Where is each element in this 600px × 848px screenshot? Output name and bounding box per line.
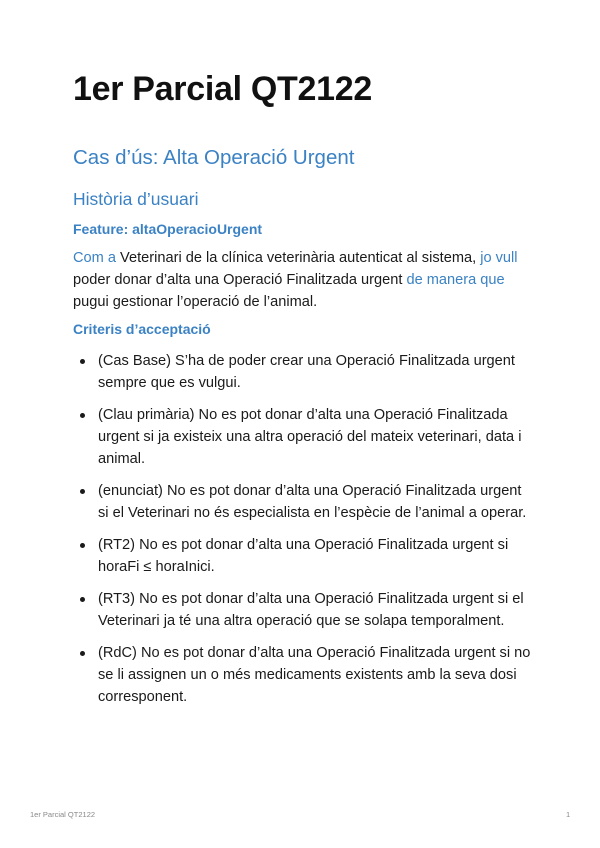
story-keyword-de-manera-que: de manera que: [406, 272, 505, 288]
bullet-icon: [80, 413, 85, 418]
document-title: 1er Parcial QT2122: [73, 70, 372, 108]
criteria-text: (RT3) No es pot donar d’alta una Operació Finalitzada urgent si el Veterinari ja té una altra operació que se solapa temporalment.: [98, 591, 524, 629]
story-text-goal: poder donar d’alta una Operació Finalitzada urgent: [73, 272, 407, 288]
criteria-text: (RT2) No es pot donar d’alta una Operació Finalitzada urgent si horaFi ≤ horaInici.: [98, 537, 509, 575]
criteria-item: [73, 350, 533, 394]
story-text-role: Veterinari de la clínica veterinària autenticat al sistema,: [115, 250, 481, 266]
criteria-text: (Cas Base) S’ha de poder crear una Operació Finalitzada urgent sempre que es vulgui.: [98, 353, 515, 391]
criteria-item: [73, 480, 533, 524]
subsection-heading: Història d’usuari: [73, 189, 199, 209]
section-heading: Cas d’ús: Alta Operació Urgent: [73, 146, 355, 169]
criteria-item: [73, 404, 533, 470]
criteria-heading: Criteris d’acceptació: [73, 321, 211, 337]
criteria-text: (enunciat) No es pot donar d’alta una Operació Finalitzada urgent si el Veterinari no és especialista en l’espècie de l’animal a operar.: [98, 483, 527, 521]
bullet-icon: [80, 543, 85, 548]
criteria-item: [73, 534, 533, 578]
criteria-item: [73, 642, 533, 708]
criteria-text: (Clau primària) No es pot donar d’alta una Operació Finalitzada urgent si ja existeix una altra operació del mateix veterinari, data i animal.: [98, 407, 522, 467]
criteria-item: [73, 588, 533, 632]
acceptance-criteria-list: [73, 350, 533, 718]
story-keyword-com-a: Com a: [73, 250, 116, 266]
criteria-text: (RdC) No es pot donar d’alta una Operació Finalitzada urgent si no se li assignen un o més medicaments existents amb la seva dosi corresponent.: [98, 645, 531, 705]
page-number: 1: [566, 810, 571, 819]
user-story-paragraph: [73, 247, 533, 313]
story-text-benefit: pugui gestionar l’operació de l’animal.: [73, 294, 318, 310]
story-keyword-jo-vull: jo vull: [480, 250, 518, 266]
bullet-icon: [80, 359, 85, 364]
bullet-icon: [80, 489, 85, 494]
footer-title: 1er Parcial QT2122: [30, 810, 96, 819]
bullet-icon: [80, 597, 85, 602]
feature-heading: Feature: altaOperacioUrgent: [73, 221, 263, 237]
bullet-icon: [80, 651, 85, 656]
